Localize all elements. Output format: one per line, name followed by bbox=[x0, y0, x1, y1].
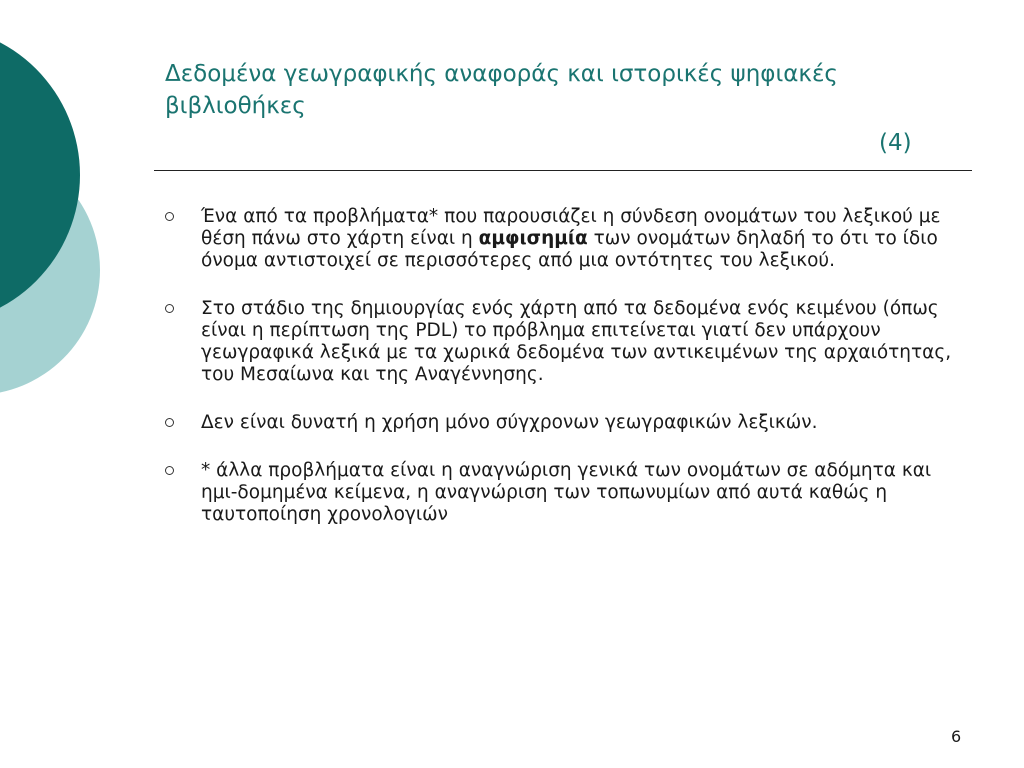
bullet-text: Στο στάδιο της δημιουργίας ενός χάρτη από τα δεδομένα ενός κειμένου (όπως είναι η περίπτωση της PDL) το πρόβλημα επιτείνεται γιατί δεν υπάρχουν γεωγραφικά λεξικά με τα χωρικά δεδομένα των αντικειμένων της αρχαιότητας, του Μεσαίωνα και της Αναγέννησης. bbox=[201, 298, 952, 385]
hollow-circle-bullet-icon bbox=[165, 418, 174, 427]
bullet-item bbox=[163, 412, 963, 434]
slide-title-number: (4) bbox=[879, 130, 912, 156]
hollow-circle-bullet-icon bbox=[165, 212, 174, 221]
bullet-text: * άλλα προβλήματα είναι η αναγνώριση γενικά των ονομάτων σε αδόμητα και ημι-δομημένα κείμενα, η αναγνώριση των τοπωνυμίων από αυτά καθώς η ταυτοποίηση χρονολογιών bbox=[201, 460, 932, 525]
bullet-text-part: των ονομάτων δηλαδή το ότι το ίδιο όνομα αντιστοιχεί σε περισσότερες από μια οντότητες του λεξικού. bbox=[201, 228, 938, 271]
slide-title: Δεδομένα γεωγραφικής αναφοράς και ιστορικές ψηφιακές βιβλιοθήκες bbox=[165, 61, 838, 119]
hollow-circle-bullet-icon bbox=[165, 466, 174, 475]
page-number: 6 bbox=[951, 727, 962, 746]
title-divider bbox=[154, 170, 972, 171]
hollow-circle-bullet-icon bbox=[165, 304, 174, 313]
bullet-item bbox=[163, 298, 963, 386]
bullet-item bbox=[163, 206, 963, 272]
bullet-item bbox=[163, 460, 963, 526]
bullet-text-part: Ένα από τα προβλήματα* που παρουσιάζει η σύνδεση ονομάτων του λεξικού με θέση πάνω στο χάρτη είναι η bbox=[201, 206, 941, 249]
bullet-list bbox=[163, 206, 963, 552]
bullet-text: Δεν είναι δυνατή η χρήση μόνο σύγχρονων γεωγραφικών λεξικών. bbox=[201, 412, 818, 433]
bullet-bold-term: αμφισημία bbox=[478, 228, 588, 249]
